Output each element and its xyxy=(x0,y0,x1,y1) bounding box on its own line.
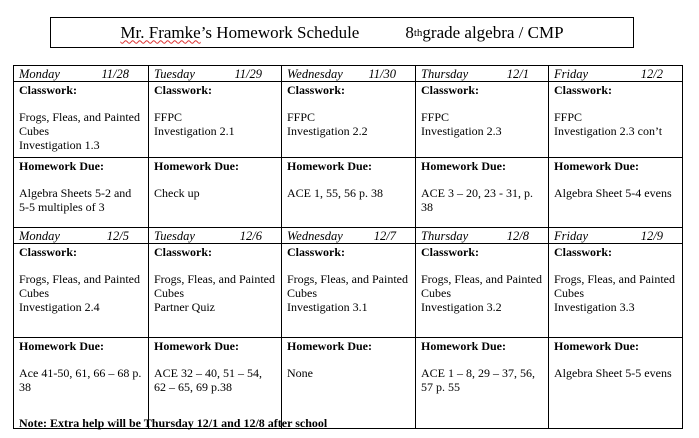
day-date: 11/29 xyxy=(234,67,262,81)
homework-label: Homework Due: xyxy=(554,159,639,173)
classwork-text: Frogs, Fleas, and Painted Cubes Investigation 3.2 xyxy=(421,272,542,314)
homework-cell xyxy=(282,338,416,429)
teacher-name: Mr. Framke xyxy=(120,22,201,42)
classwork-cell xyxy=(282,82,416,158)
homework-cell xyxy=(14,158,149,228)
homework-cell xyxy=(549,338,683,429)
day-name: Monday xyxy=(19,67,60,81)
day-header xyxy=(149,228,282,244)
classwork-text: FFPC Investigation 2.3 con’t xyxy=(554,110,663,138)
homework-cell xyxy=(14,338,149,429)
schedule-table xyxy=(13,65,683,429)
day-date: 12/1 xyxy=(506,67,529,81)
homework-text: ACE 32 – 40, 51 – 54, 62 – 65, 69 p.38 xyxy=(154,366,262,394)
homework-label: Homework Due: xyxy=(287,339,372,353)
homework-label: Homework Due: xyxy=(154,339,239,353)
classwork-label: Classwork: xyxy=(554,83,613,97)
day-name: Thursday xyxy=(421,229,469,243)
classwork-label: Classwork: xyxy=(421,83,480,97)
day-name: Tuesday xyxy=(154,67,195,81)
classwork-cell xyxy=(282,244,416,338)
classwork-cell xyxy=(149,82,282,158)
day-header xyxy=(282,66,416,82)
classwork-cell xyxy=(149,244,282,338)
homework-label: Homework Due: xyxy=(19,339,104,353)
day-name: Tuesday xyxy=(154,229,195,243)
homework-label: Homework Due: xyxy=(421,159,506,173)
day-name: Friday xyxy=(554,229,589,243)
extra-help-note: Note: Extra help will be Thursday 12/1 and 12/8 after school xyxy=(19,416,328,430)
classwork-label: Classwork: xyxy=(287,245,346,259)
day-name: Monday xyxy=(19,229,60,243)
day-header xyxy=(14,228,149,244)
homework-text: ACE 1 – 8, 29 – 37, 56, 57 p. 55 xyxy=(421,366,535,394)
homework-text: Algebra Sheet 5-5 evens xyxy=(554,366,672,380)
homework-text: Ace 41-50, 61, 66 – 68 p. 38 xyxy=(19,366,142,394)
day-header xyxy=(549,228,683,244)
homework-label: Homework Due: xyxy=(19,159,104,173)
classwork-label: Classwork: xyxy=(287,83,346,97)
classwork-text: Frogs, Fleas, and Painted Cubes Investigation 3.1 xyxy=(287,272,408,314)
homework-cell xyxy=(416,158,549,228)
homework-text: Algebra Sheets 5-2 and 5-5 multiples of 3 xyxy=(19,186,132,214)
classwork-label: Classwork: xyxy=(554,245,613,259)
classwork-cell xyxy=(549,82,683,158)
homework-cell xyxy=(416,338,549,429)
classwork-text: Frogs, Fleas, and Painted Cubes Investigation 1.3 xyxy=(19,110,140,152)
day-header xyxy=(416,228,549,244)
day-date: 12/2 xyxy=(640,67,663,81)
classwork-cell xyxy=(549,244,683,338)
homework-text: None xyxy=(287,366,313,380)
day-date: 12/7 xyxy=(373,229,396,243)
day-header xyxy=(149,66,282,82)
day-name: Friday xyxy=(554,67,589,81)
classwork-text: Frogs, Fleas, and Painted Cubes Investigation 3.3 xyxy=(554,272,675,314)
day-header xyxy=(14,66,149,82)
homework-label: Homework Due: xyxy=(287,159,372,173)
day-name: Thursday xyxy=(421,67,469,81)
classwork-text: Frogs, Fleas, and Painted Cubes Investigation 2.4 xyxy=(19,272,140,314)
schedule-title: Mr. Framke ’s Homework Schedule 8 th grade algebra / CMP xyxy=(50,17,634,48)
classwork-text: FFPC Investigation 2.2 xyxy=(287,110,368,138)
classwork-cell xyxy=(14,82,149,158)
classwork-cell xyxy=(416,244,549,338)
homework-cell xyxy=(549,158,683,228)
day-name: Wednesday xyxy=(287,67,343,81)
day-header xyxy=(549,66,683,82)
day-header xyxy=(416,66,549,82)
day-date: 12/8 xyxy=(506,229,529,243)
classwork-label: Classwork: xyxy=(154,83,213,97)
homework-text: ACE 1, 55, 56 p. 38 xyxy=(287,186,383,200)
classwork-text: Frogs, Fleas, and Painted Cubes Partner Quiz xyxy=(154,272,275,314)
day-date: 12/6 xyxy=(239,229,262,243)
day-date: 12/5 xyxy=(106,229,129,243)
homework-cell xyxy=(149,338,282,429)
classwork-cell xyxy=(14,244,149,338)
classwork-label: Classwork: xyxy=(421,245,480,259)
day-date: 12/9 xyxy=(640,229,663,243)
title-text: ’s Homework Schedule xyxy=(200,22,360,42)
homework-cell xyxy=(149,158,282,228)
classwork-label: Classwork: xyxy=(19,83,78,97)
day-date: 11/28 xyxy=(101,67,129,81)
homework-cell xyxy=(282,158,416,228)
course-name: grade algebra / CMP xyxy=(422,22,564,42)
day-name: Wednesday xyxy=(287,229,343,243)
day-date: 11/30 xyxy=(368,67,396,81)
homework-label: Homework Due: xyxy=(421,339,506,353)
homework-text: Algebra Sheet 5-4 evens xyxy=(554,186,672,200)
classwork-label: Classwork: xyxy=(154,245,213,259)
homework-text: ACE 3 – 20, 23 - 31, p. 38 xyxy=(421,186,533,214)
homework-text: Check up xyxy=(154,186,200,200)
homework-label: Homework Due: xyxy=(154,159,239,173)
classwork-text: FFPC Investigation 2.3 xyxy=(421,110,502,138)
day-header xyxy=(282,228,416,244)
classwork-label: Classwork: xyxy=(19,245,78,259)
homework-label: Homework Due: xyxy=(554,339,639,353)
classwork-cell xyxy=(416,82,549,158)
classwork-text: FFPC Investigation 2.1 xyxy=(154,110,235,138)
grade-number: 8 xyxy=(405,22,414,42)
